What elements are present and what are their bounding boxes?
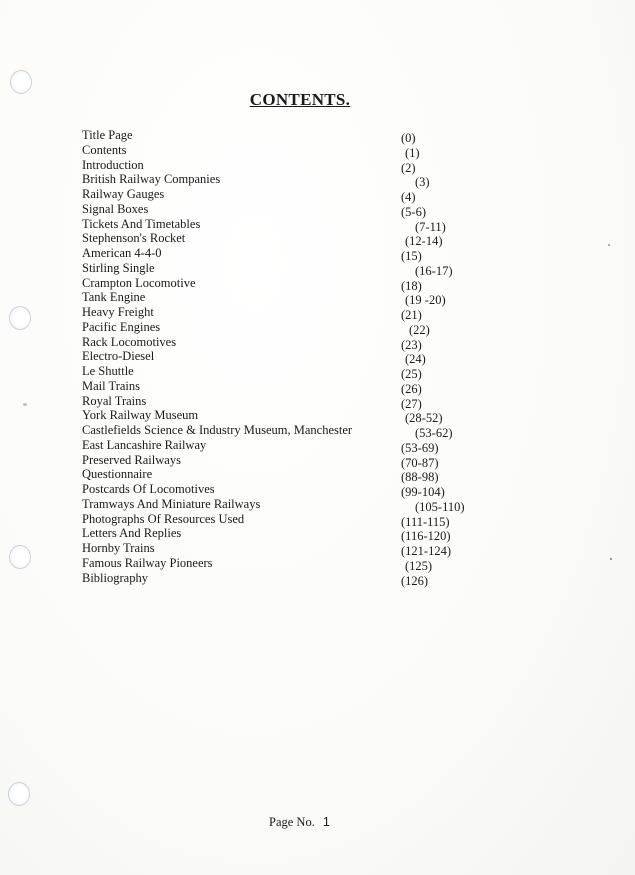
entry-page-range: (24) xyxy=(405,352,426,367)
entry-title: Royal Trains xyxy=(82,393,147,408)
entry-page-range: (1) xyxy=(405,145,420,160)
entry-page-range: (126) xyxy=(401,573,429,588)
entry-page-range: (88-98) xyxy=(401,470,439,485)
contents-entry xyxy=(82,541,482,556)
entry-page-range: (53-62) xyxy=(415,426,453,440)
contents-entry xyxy=(82,128,482,143)
contents-entry xyxy=(82,349,482,367)
entry-page-range: (23) xyxy=(401,337,422,352)
punch-hole-icon xyxy=(9,545,31,569)
page-footer xyxy=(269,815,330,830)
contents-entry xyxy=(82,187,482,202)
entry-page-range: (99-104) xyxy=(401,485,445,499)
paper-speck xyxy=(23,403,27,406)
contents-entry xyxy=(82,158,482,173)
contents-entry xyxy=(82,526,482,544)
page-number-label: Page No. xyxy=(269,815,315,829)
contents-entry xyxy=(82,276,482,291)
entry-page-range: (70-87) xyxy=(401,455,439,470)
entry-title: Questionnaire xyxy=(82,467,153,482)
entry-title: Stirling Single xyxy=(82,260,155,275)
entry-title: Photographs Of Resources Used xyxy=(82,511,245,526)
entry-page-range: (105-110) xyxy=(415,499,465,514)
entry-title: Pacific Engines xyxy=(82,319,161,334)
page-title: CONTENTS. xyxy=(249,90,351,109)
contents-entry xyxy=(82,231,482,249)
entry-title: Le Shuttle xyxy=(82,364,134,378)
entry-page-range: (21) xyxy=(401,308,422,322)
entry-page-range: (28-52) xyxy=(405,411,443,426)
contents-entry xyxy=(82,556,482,571)
contents-entry xyxy=(82,261,482,276)
entry-page-range: (22) xyxy=(409,322,430,337)
contents-entry xyxy=(82,408,482,426)
entry-page-range: (4) xyxy=(401,190,416,204)
contents-entry xyxy=(82,364,482,379)
entry-title: Hornby Trains xyxy=(82,541,155,555)
entry-title: York Railway Museum xyxy=(82,408,199,423)
entry-title: Crampton Locomotive xyxy=(82,275,196,290)
contents-entry xyxy=(82,423,482,438)
entry-page-range: (116-120) xyxy=(401,529,451,544)
entry-title: Castlefields Science & Industry Museum, Manchester xyxy=(82,423,353,437)
contents-entry xyxy=(82,467,482,485)
entry-title: East Lancashire Railway xyxy=(82,437,207,452)
contents-entry xyxy=(82,335,482,350)
entry-page-range: (26) xyxy=(401,381,422,396)
paper-speck xyxy=(610,558,612,560)
contents-entry xyxy=(82,202,482,217)
contents-entry xyxy=(82,379,482,394)
entry-title: Signal Boxes xyxy=(82,201,149,216)
contents-entry xyxy=(82,290,482,308)
entry-page-range: (19 -20) xyxy=(405,293,446,308)
contents-entry xyxy=(82,497,482,512)
entry-title: Stephenson's Rocket xyxy=(82,231,186,246)
entry-title: Electro-Diesel xyxy=(82,349,155,364)
entry-page-range: (12-14) xyxy=(405,234,443,249)
contents-entry xyxy=(82,394,482,409)
entry-title: Contents xyxy=(82,142,127,157)
contents-entry xyxy=(82,143,482,158)
entry-title: Tickets And Timetables xyxy=(82,216,201,231)
contents-entry xyxy=(82,320,482,335)
contents-entry xyxy=(82,172,482,190)
contents-entry xyxy=(82,246,482,261)
contents-entry xyxy=(82,571,482,586)
entry-title: Mail Trains xyxy=(82,378,141,393)
entry-title: Heavy Freight xyxy=(82,305,154,319)
contents-entry xyxy=(82,438,482,453)
contents-entry xyxy=(82,482,482,497)
page-number: 1 xyxy=(322,815,330,829)
entry-page-range: (18) xyxy=(401,278,422,293)
entry-page-range: (16-17) xyxy=(415,263,453,278)
entry-page-range: (0) xyxy=(401,131,416,145)
entry-page-range: (125) xyxy=(405,558,433,573)
entry-page-range: (25) xyxy=(401,367,422,381)
entry-page-range: (121-124) xyxy=(401,544,451,558)
entry-title: Preserved Railways xyxy=(82,452,181,467)
entry-page-range: (3) xyxy=(415,175,430,190)
contents-list xyxy=(82,128,482,588)
entry-page-range: (53-69) xyxy=(401,440,439,455)
entry-page-range: (15) xyxy=(401,249,422,263)
entry-title: British Railway Companies xyxy=(82,172,221,187)
entry-title: Famous Railway Pioneers xyxy=(82,555,213,570)
entry-title: Bibliography xyxy=(82,570,148,585)
paper-speck xyxy=(608,244,610,246)
entry-title: Introduction xyxy=(82,157,144,172)
punch-hole-icon xyxy=(8,782,30,806)
entry-page-range: (2) xyxy=(401,160,416,175)
entry-title: Letters And Replies xyxy=(82,526,182,541)
contents-entry xyxy=(82,453,482,468)
entry-page-range: (5-6) xyxy=(401,204,426,219)
entry-page-range: (7-11) xyxy=(415,219,446,234)
entry-title: Title Page xyxy=(82,128,133,142)
contents-entry xyxy=(82,305,482,320)
entry-title: Railway Gauges xyxy=(82,187,165,201)
punch-hole-icon xyxy=(9,306,31,330)
entry-title: Tramways And Miniature Railways xyxy=(82,496,261,511)
contents-entry xyxy=(82,512,482,527)
entry-title: Tank Engine xyxy=(82,290,146,305)
entry-title: Rack Locomotives xyxy=(82,334,177,349)
entry-page-range: (111-115) xyxy=(401,514,450,529)
entry-title: Postcards Of Locomotives xyxy=(82,482,215,496)
entry-title: American 4-4-0 xyxy=(82,246,162,260)
entry-page-range: (27) xyxy=(401,396,422,411)
contents-entry xyxy=(82,217,482,232)
